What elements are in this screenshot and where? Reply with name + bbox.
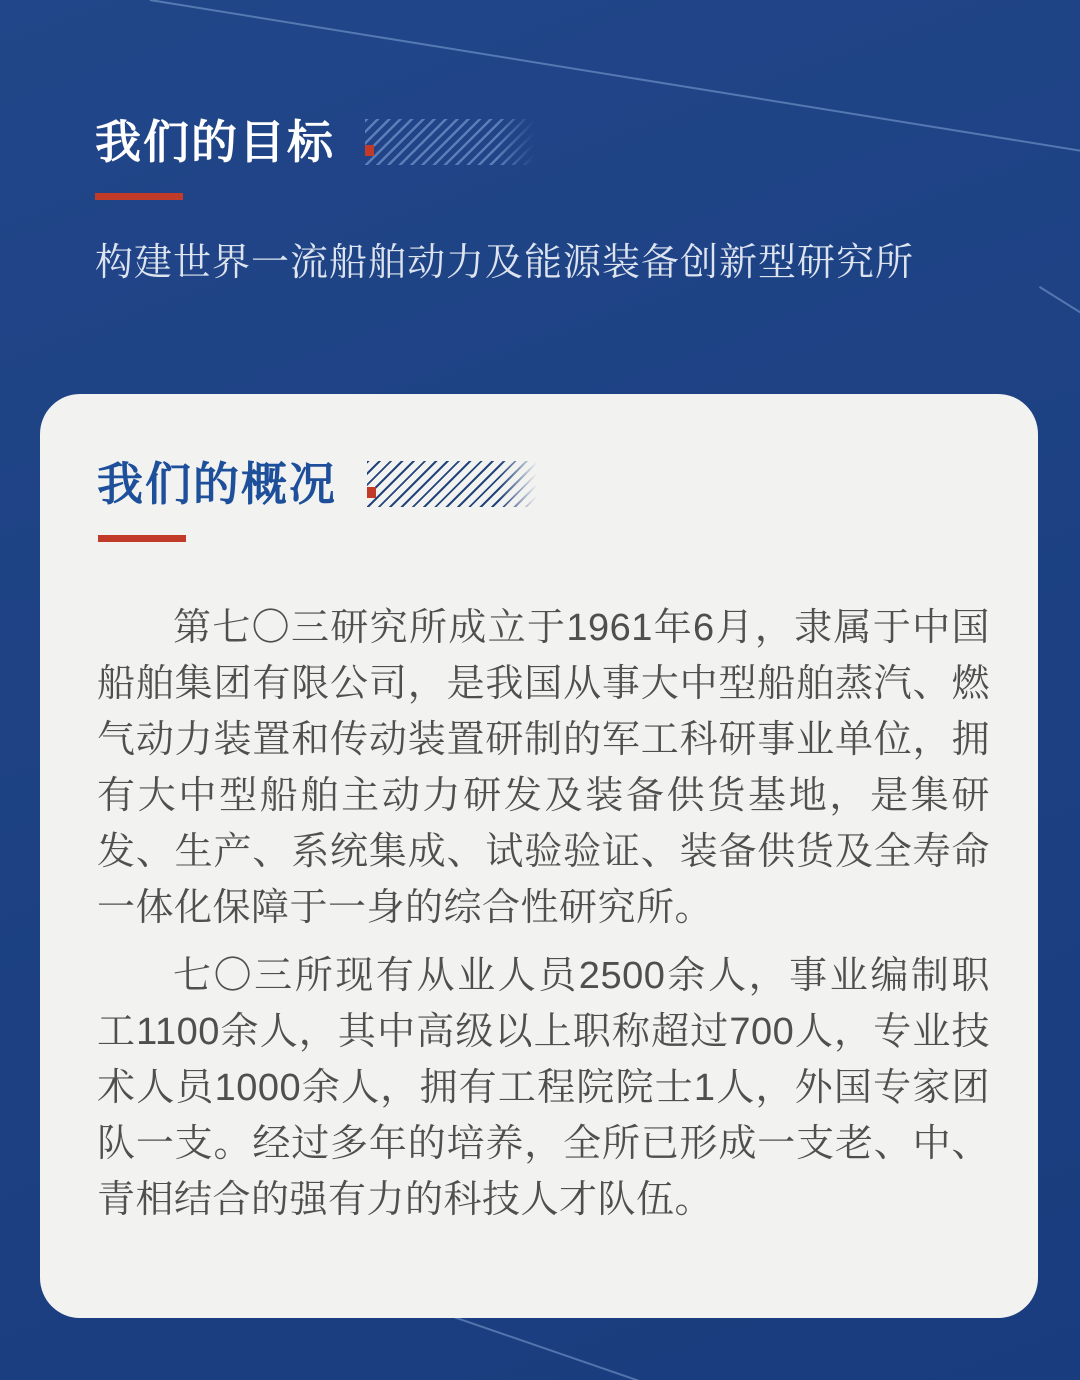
overview-section-title: 我们的概况 (97, 457, 337, 510)
hatch-pattern (365, 119, 535, 165)
red-square-marker (363, 145, 374, 156)
goal-subtitle: 构建世界一流船舶动力及能源装备创新型研究所 (95, 242, 915, 285)
goal-section (0, 118, 1080, 288)
red-underline-bar (98, 535, 186, 542)
overview-card (40, 394, 1038, 1318)
red-underline-bar (95, 193, 183, 200)
goal-section-header (95, 118, 985, 166)
overview-section-header (97, 457, 990, 510)
decorative-diagonal-line-bottom (447, 1314, 646, 1380)
decorative-diagonal-line-right (1039, 286, 1080, 315)
red-square-marker (365, 487, 376, 498)
overview-paragraph-2: 七〇三所现有从业人员2500余人，事业编制职工1100余人，其中高级以上职称超过700人，专业技术人员1000余人，拥有工程院院士1人，外国专家团队一支。经过多年的培养，全所已形成一支老、中、青相结合的强有力的科技人才队伍。 (97, 955, 990, 1222)
goal-section-title: 我们的目标 (95, 116, 335, 168)
hatch-pattern (367, 461, 537, 507)
overview-paragraph-1: 第七〇三研究所成立于1961年6月，隶属于中国船舶集团有限公司，是我国从事大中型船舶蒸汽、燃气动力装置和传动装置研制的军工科研事业单位，拥有大中型船舶主动力研发及装备供货基地，是集研发、生产、系统集成、试验验证、装备供货及全寿命一体化保障于一身的综合性研究所。 (97, 607, 990, 930)
